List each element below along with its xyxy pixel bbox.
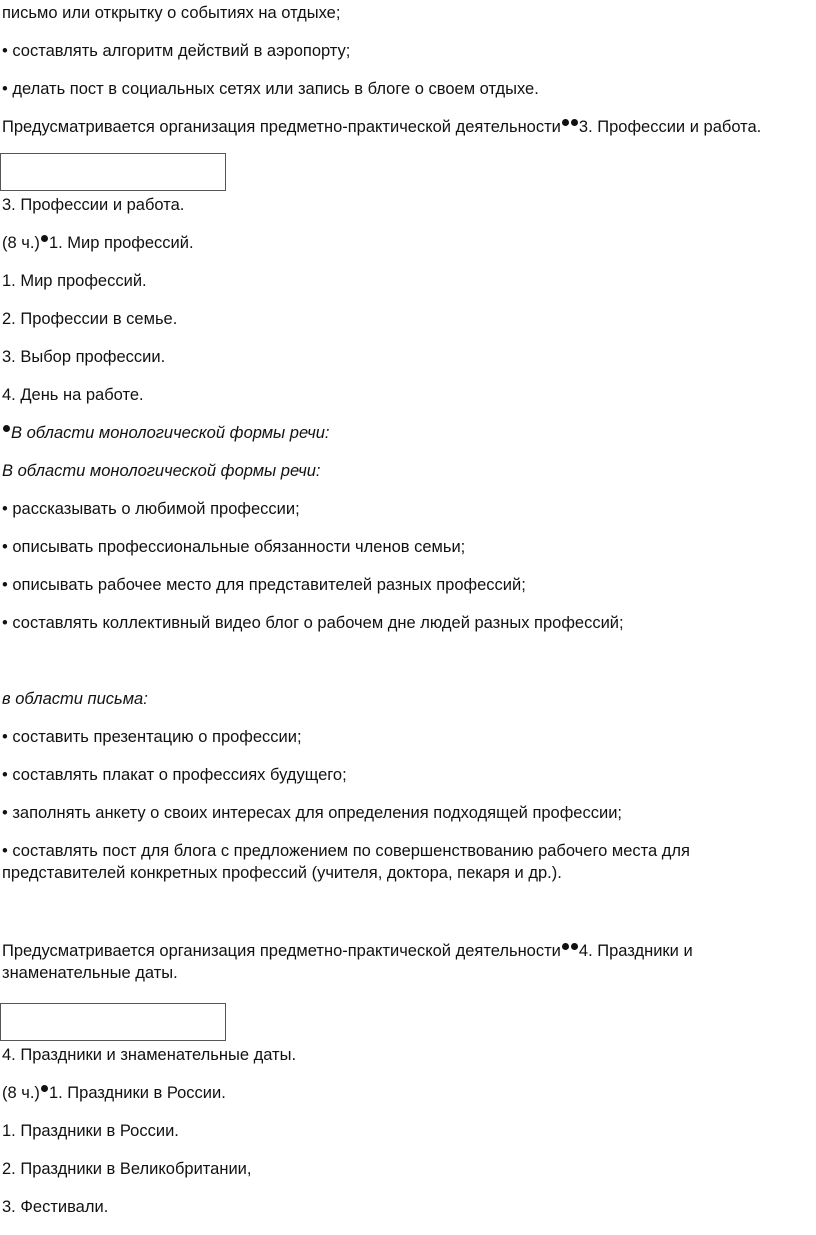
- line-text: Предусматривается организация предметно-практической деятельности: [2, 942, 561, 960]
- line-text: в области письма:: [2, 690, 148, 708]
- bullet-dot-icon: [41, 1085, 48, 1092]
- topic-item: [2, 1158, 251, 1180]
- line-text: • составлять коллективный видео блог о рабочем дне людей разных профессий;: [2, 614, 624, 632]
- bullet-item: [2, 764, 347, 786]
- section-intro: [2, 940, 762, 984]
- subheading: [2, 422, 330, 444]
- line-text: • составлять алгоритм действий в аэропорту;: [2, 42, 351, 60]
- subheading: [2, 460, 321, 482]
- text-line: [2, 2, 340, 24]
- line-text: В области монологической формы речи:: [11, 424, 330, 442]
- bullet-item: [2, 40, 350, 62]
- bullet-item: [2, 536, 465, 558]
- line-text: 4. Праздники и знаменательные даты.: [2, 1046, 297, 1064]
- topic-item: [2, 346, 165, 368]
- line-text: 3. Профессии и работа.: [2, 196, 185, 214]
- line-text: • составлять плакат о профессиях будущего;: [2, 766, 347, 784]
- line-text: • составить презентацию о профессии;: [2, 728, 302, 746]
- line-text: 4. День на работе.: [2, 386, 144, 404]
- bullet-dot-icon: [562, 943, 569, 950]
- subheading: [2, 688, 148, 710]
- line-text: 1. Мир профессий.: [48, 234, 194, 252]
- bullet-item: [2, 574, 526, 596]
- topic-item: [2, 308, 177, 330]
- line-text: В области монологической формы речи:: [2, 462, 321, 480]
- line-text: • заполнять анкету о своих интересах для определения подходящей профессии;: [2, 804, 622, 822]
- bullet-item: [2, 78, 539, 100]
- line-text: 4. Праздники и знаменательные даты.: [2, 942, 693, 982]
- topic-item: [2, 1120, 179, 1142]
- line-text: письмо или открытку о событиях на отдыхе;: [2, 4, 341, 22]
- bullet-item: [2, 612, 624, 634]
- line-text: • составлять пост для блога с предложением по совершенствованию рабочего места для представителей конкретных профессий (учителя, доктора, пекаря и др.).: [2, 842, 690, 882]
- line-text: • рассказывать о любимой профессии;: [2, 500, 300, 518]
- topic-item: [2, 270, 147, 292]
- line-text: • описывать профессиональные обязанности членов семьи;: [2, 538, 466, 556]
- topic-item: [2, 384, 144, 406]
- line-text: • делать пост в социальных сетях или запись в блоге о своем отдыхе.: [2, 80, 539, 98]
- empty-box: [0, 1003, 226, 1041]
- line-text: 1. Праздники в России.: [48, 1084, 226, 1102]
- line-text: (8 ч.): [2, 234, 40, 252]
- hours-line: [2, 232, 194, 254]
- section-intro: [2, 116, 761, 138]
- bullet-dot-icon: [3, 425, 10, 432]
- hours-line: [2, 1082, 226, 1104]
- bullet-dot-icon: [41, 235, 48, 242]
- line-text: (8 ч.): [2, 1084, 40, 1102]
- bullet-dot-icon: [562, 119, 569, 126]
- line-text: 3. Профессии и работа.: [578, 118, 762, 136]
- topic-item: [2, 1196, 108, 1218]
- line-text: 1. Мир профессий.: [2, 272, 147, 290]
- empty-box: [0, 153, 226, 191]
- line-text: 3. Фестивали.: [2, 1198, 109, 1216]
- bullet-dot-icon: [571, 119, 578, 126]
- line-text: 2. Профессии в семье.: [2, 310, 178, 328]
- line-text: • описывать рабочее место для представителей разных профессий;: [2, 576, 526, 594]
- bullet-item: [2, 840, 762, 884]
- bullet-item: [2, 498, 300, 520]
- bullet-item: [2, 726, 302, 748]
- section-title: [2, 194, 184, 216]
- line-text: Предусматривается организация предметно-практической деятельности: [2, 118, 561, 136]
- bullet-item: [2, 802, 622, 824]
- line-text: 1. Праздники в России.: [2, 1122, 179, 1140]
- line-text: 3. Выбор профессии.: [2, 348, 166, 366]
- bullet-dot-icon: [571, 943, 578, 950]
- line-text: 2. Праздники в Великобритании,: [2, 1160, 252, 1178]
- section-title: [2, 1044, 296, 1066]
